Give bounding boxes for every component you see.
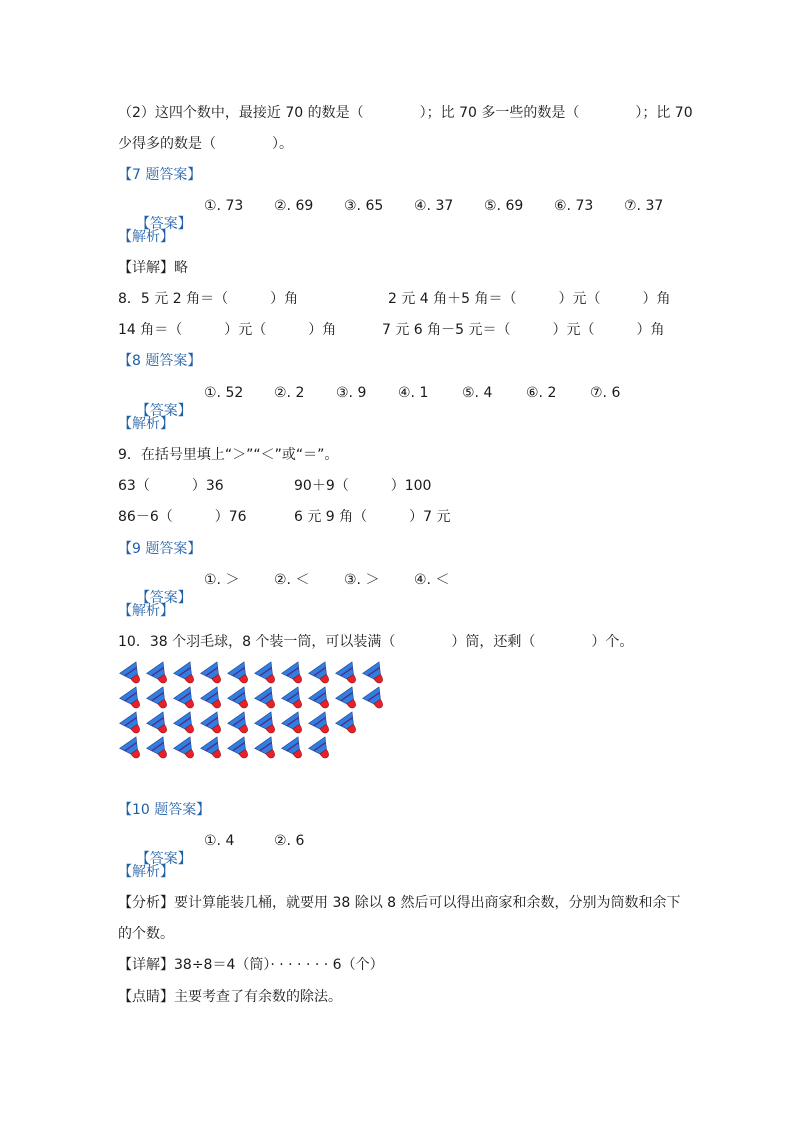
shuttlecock-icon [336,662,363,688]
shuttlecock-icon [147,687,174,713]
answer-item: ①. 4 [204,833,235,849]
answer-label: 【答案】 [135,403,192,419]
shuttlecock-grid [118,660,398,760]
answer-item: ⑦. 37 [624,198,664,214]
answer-item: ④. ＜ [414,572,450,588]
q7-detail: 【详解】略 [118,260,188,276]
q7-line-1: （2）这四个数中，最接近 70 的数是（ ）；比 70 多一些的数是（ ）；比 70 [118,105,693,121]
q7-analysis-label: 【解析】 [118,229,174,245]
shuttlecock-icon [147,712,174,738]
answer-item: ②. 2 [274,385,305,401]
shuttlecock-icon [174,712,201,738]
shuttlecock-icon [255,687,282,713]
answer-item: ⑤. 69 [484,198,524,214]
answer-item: ③. ＞ [344,572,380,588]
shuttlecock-icon [309,737,336,760]
shuttlecock-icon [228,662,255,688]
shuttlecock-icon [201,662,228,688]
shuttlecock-icon [147,662,174,688]
answer-item: ①. 73 [204,198,244,214]
shuttlecock-icon [228,737,255,760]
q9-row-2-right: 6 元 9 角（ ）7 元 [294,509,451,525]
q8-row-1-right: 2 元 4 角＋5 角＝（ ）元（ ）角 [388,291,671,307]
shuttlecock-icon [255,662,282,688]
answer-item: ②. 6 [274,833,305,849]
shuttlecock-icon [174,737,201,760]
shuttlecock-icon [282,712,309,738]
answer-item: ⑦. 6 [590,385,621,401]
q10-analysis-label: 【解析】 [118,864,174,880]
shuttlecock-icon [255,712,282,738]
shuttlecock-icon [201,737,228,760]
q9-row-1-right: 90＋9（ ）100 [294,478,432,494]
q9-answer-header: 【9 题答案】 [118,541,202,557]
q10-answer-header: 【10 题答案】 [118,802,211,818]
answer-item: ⑤. 4 [462,385,493,401]
answer-item: ③. 9 [336,385,367,401]
q10-detail: 【详解】38÷8＝4（筒）· · · · · · · 6（个） [118,957,384,973]
shuttlecock-icon [255,737,282,760]
answer-item: ④. 37 [414,198,454,214]
q10-analysis-line-2: 的个数。 [118,926,174,942]
shuttlecock-icon [228,712,255,738]
answer-item: ⑥. 2 [526,385,557,401]
shuttlecock-icon [282,687,309,713]
answer-label: 【答案】 [135,590,192,606]
shuttlecock-icon [363,662,390,688]
answer-label: 【答案】 [135,851,192,867]
q7-line-2: 少得多的数是（ ）。 [118,136,293,152]
q8-row-2-left: 14 角＝（ ）元（ ）角 [118,322,337,338]
q9-question: 9．在括号里填上“＞”“＜”或“＝”。 [118,447,339,463]
shuttlecock-icon [363,687,390,713]
shuttlecock-icon [309,662,336,688]
q7-answer-header: 【7 题答案】 [118,167,202,183]
shuttlecock-icon [228,687,255,713]
shuttlecock-icon [120,712,147,738]
shuttlecock-icon [120,687,147,713]
shuttlecock-icon [282,662,309,688]
q8-answer-header: 【8 题答案】 [118,353,202,369]
q9-row-1-left: 63（ ）36 [118,478,224,494]
answer-item: ⑥. 73 [554,198,594,214]
answer-item: ②. 69 [274,198,314,214]
shuttlecock-icon [201,687,228,713]
q10-question: 10．38 个羽毛球，8 个装一筒，可以装满（ ）筒，还剩（ ）个。 [118,634,634,650]
q10-point: 【点睛】主要考查了有余数的除法。 [118,989,342,1005]
shuttlecock-icon [201,712,228,738]
answer-label: 【答案】 [135,216,192,232]
q8-row-1-left: 8．5 元 2 角＝（ ）角 [118,291,299,307]
shuttlecock-icon [309,712,336,738]
q9-analysis-label: 【解析】 [118,603,174,619]
shuttlecock-icon [147,737,174,760]
q10-analysis-line-1: 【分析】要计算能装几桶，就要用 38 除以 8 然后可以得出商家和余数，分别为筒数和余下 [118,895,681,911]
q8-analysis-label: 【解析】 [118,416,174,432]
shuttlecock-icon [120,737,147,760]
answer-item: ②. ＜ [274,572,310,588]
shuttlecock-icon [174,662,201,688]
shuttlecock-icon [174,687,201,713]
shuttlecock-icon [309,687,336,713]
shuttlecock-icon [336,687,363,713]
answer-item: ③. 65 [344,198,384,214]
answer-item: ①. ＞ [204,572,240,588]
shuttlecock-icon [282,737,309,760]
answer-item: ①. 52 [204,385,244,401]
answer-item: ④. 1 [398,385,429,401]
shuttlecock-icon [120,662,147,688]
q8-row-2-right: 7 元 6 角－5 元＝（ ）元（ ）角 [382,322,665,338]
q9-row-2-left: 86－6（ ）76 [118,509,247,525]
shuttlecock-icon [336,712,363,738]
